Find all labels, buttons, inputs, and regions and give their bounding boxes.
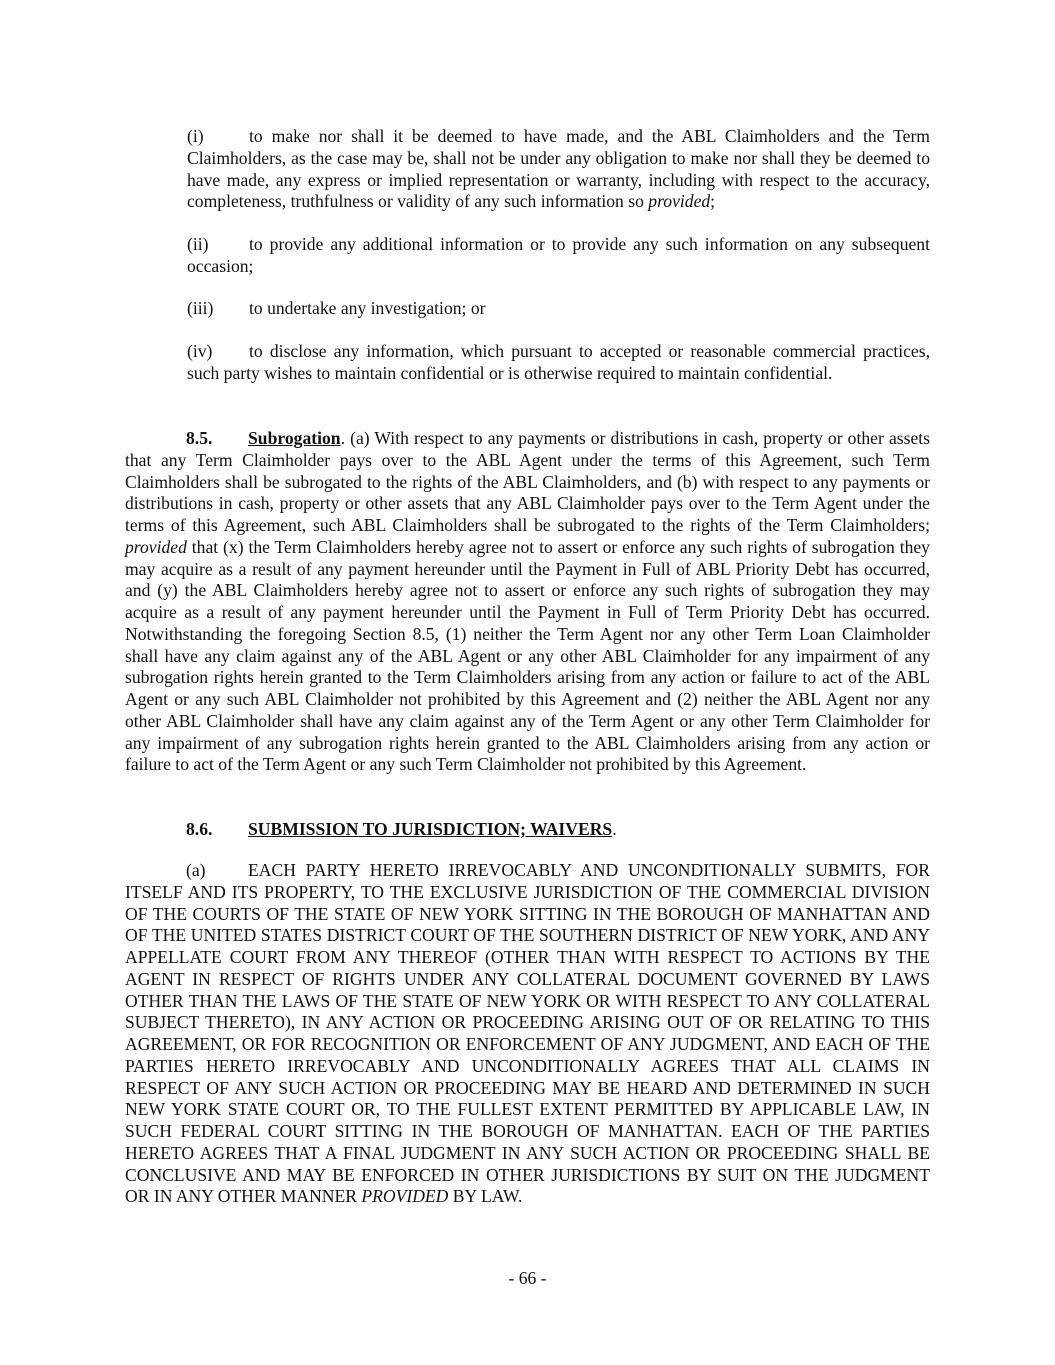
clause-i-paragraph [187,126,930,213]
section-8-6-a-label: (a) [186,860,206,880]
section-8-5 [125,428,930,776]
section-8-6-a-italic: PROVIDED [361,1186,449,1207]
section-8-6-a-text: EACH PARTY HERETO IRREVOCABLY AND UNCONDITIONALLY SUBMITS, FOR ITSELF AND ITS PROPERTY, TO THE EXCLUSIVE JURISDICTION OF THE COMMERCIAL DIVISION OF THE COURTS OF THE STATE OF NEW YORK SITTING IN THE BOROUGH OF MANHATTAN AND OF THE UNITED STATES DISTRICT COURT OF THE SOUTHERN DISTRICT OF NEW YORK, AND ANY APPELLATE COURT FROM ANY THEREOF (OTHER THAN WITH RESPECT TO ACTIONS BY THE AGENT IN RESPECT OF RIGHTS UNDER ANY COLLATERAL DOCUMENT GOVERNED BY LAWS OTHER THAN THE LAWS OF THE STATE OF NEW YORK OR WITH RESPECT TO ANY COLLATERAL SUBJECT THERETO), IN ANY ACTION OR PROCEEDING ARISING OUT OF OR RELATING TO THIS AGREEMENT, OR FOR RECOGNITION OR ENFORCEMENT OF ANY JUDGMENT, AND EACH OF THE PARTIES HERETO IRREVOCABLY AND UNCONDITIONALLY AGREES THAT ALL CLAIMS IN RESPECT OF ANY SUCH ACTION OR PROCEEDING MAY BE HEARD AND DETERMINED IN SUCH NEW YORK STATE COURT OR, TO THE FULLEST EXTENT PERMITTED BY APPLICABLE LAW, IN SUCH FEDERAL COURT SITTING IN THE BOROUGH OF MANHATTAN. EACH OF THE PARTIES HERETO AGREES THAT A FINAL JUDGMENT IN ANY SUCH ACTION OR PROCEEDING SHALL BE CONCLUSIVE AND MAY BE ENFORCED IN OTHER JURISDICTIONS BY SUIT ON THE JUDGMENT OR IN ANY OTHER MANNER [125,860,930,1207]
section-8-6-heading [125,819,930,841]
clause-ii [187,234,930,278]
clause-iii [187,298,930,320]
page-number: - 66 - [508,1268,547,1288]
clause-iv-text: to disclose any information, which pursuant to accepted or reasonable commercial practices, such party wishes to maintain confidential or is otherwise required to maintain confidential. [187,341,930,383]
clause-iv-label: (iv) [187,341,213,361]
clause-iii-text: to undertake any investigation; or [249,298,486,318]
clause-iv [187,341,930,385]
section-8-5-title: Subrogation [248,428,341,448]
clause-i-label: (i) [187,126,204,146]
section-8-6-number: 8.6. [186,819,213,839]
clause-iii-label: (iii) [187,298,214,318]
clause-i-italic: provided [648,191,711,212]
clause-ii-text: to provide any additional information or to provide any such information on any subsequent occasion; [187,234,930,276]
section-8-5-text-b: that (x) the Term Claimholders hereby agree not to assert or enforce any such rights of subrogation they may acquire as a result of any payment hereunder until the Payment in Full of ABL Priority Debt has occurred, and (y) the ABL Claimholders hereby agree not to assert or enforce any such rights of subrogation they may acquire as a result of any payment hereunder until the Payment in Full of Term Priority Debt has occurred. Notwithstanding the foregoing Section 8.5, (1) neither the Term Agent nor any other Term Loan Claimholder shall have any claim against any of the ABL Agent or any other ABL Claimholder for any impairment of any subrogation rights herein granted to the Term Claimholders arising from any action or failure to act of the ABL Agent or any such ABL Claimholder not prohibited by this Agreement and (2) neither the ABL Agent nor any other ABL Claimholder shall have any claim against any of the Term Agent or any other Term Claimholder for any impairment of any subrogation rights herein granted to the ABL Claimholders arising from any action or failure to act of the Term Agent or any such Term Claimholder not prohibited by this Agreement. [125,536,930,775]
section-8-6-heading-line [125,819,930,841]
section-8-6-a [125,860,930,1208]
section-8-5-number: 8.5. [186,428,213,448]
section-8-5-paragraph [125,428,930,776]
section-8-6-a-end: BY LAW. [452,1186,523,1207]
clause-ii-label: (ii) [187,234,209,254]
section-8-5-italic: provided [125,536,187,557]
clause-iii-paragraph [187,298,930,320]
section-8-6-title-end: . [612,819,617,839]
clause-i-end: ; [710,191,716,212]
clause-iv-paragraph [187,341,930,385]
clause-i-text: to make nor shall it be deemed to have made, and the ABL Claimholders and the Term Claimholders, as the case may be, shall not be under any obligation to make nor shall they be deemed to have made, any express or implied representation or warranty, including with respect to the accuracy, completeness, truthfulness or validity of any such information so [187,126,930,212]
section-8-5-text-a: . (a) With respect to any payments or distributions in cash, property or other assets that any Term Claimholder pays over to the ABL Agent under the terms of this Agreement, such Term Claimholders shall be subrogated to the rights of the ABL Claimholders, and (b) with respect to any payments or distributions in cash, property or other assets that any ABL Claimholder pays over to the Term Agent under the terms of this Agreement, such ABL Claimholders shall be subrogated to the rights of the Term Claimholders; [125,428,930,535]
section-8-6-title: SUBMISSION TO JURISDICTION; WAIVERS [248,819,613,839]
clause-ii-paragraph [187,234,930,278]
section-8-6-a-paragraph [125,860,930,1208]
clause-i [187,126,930,213]
